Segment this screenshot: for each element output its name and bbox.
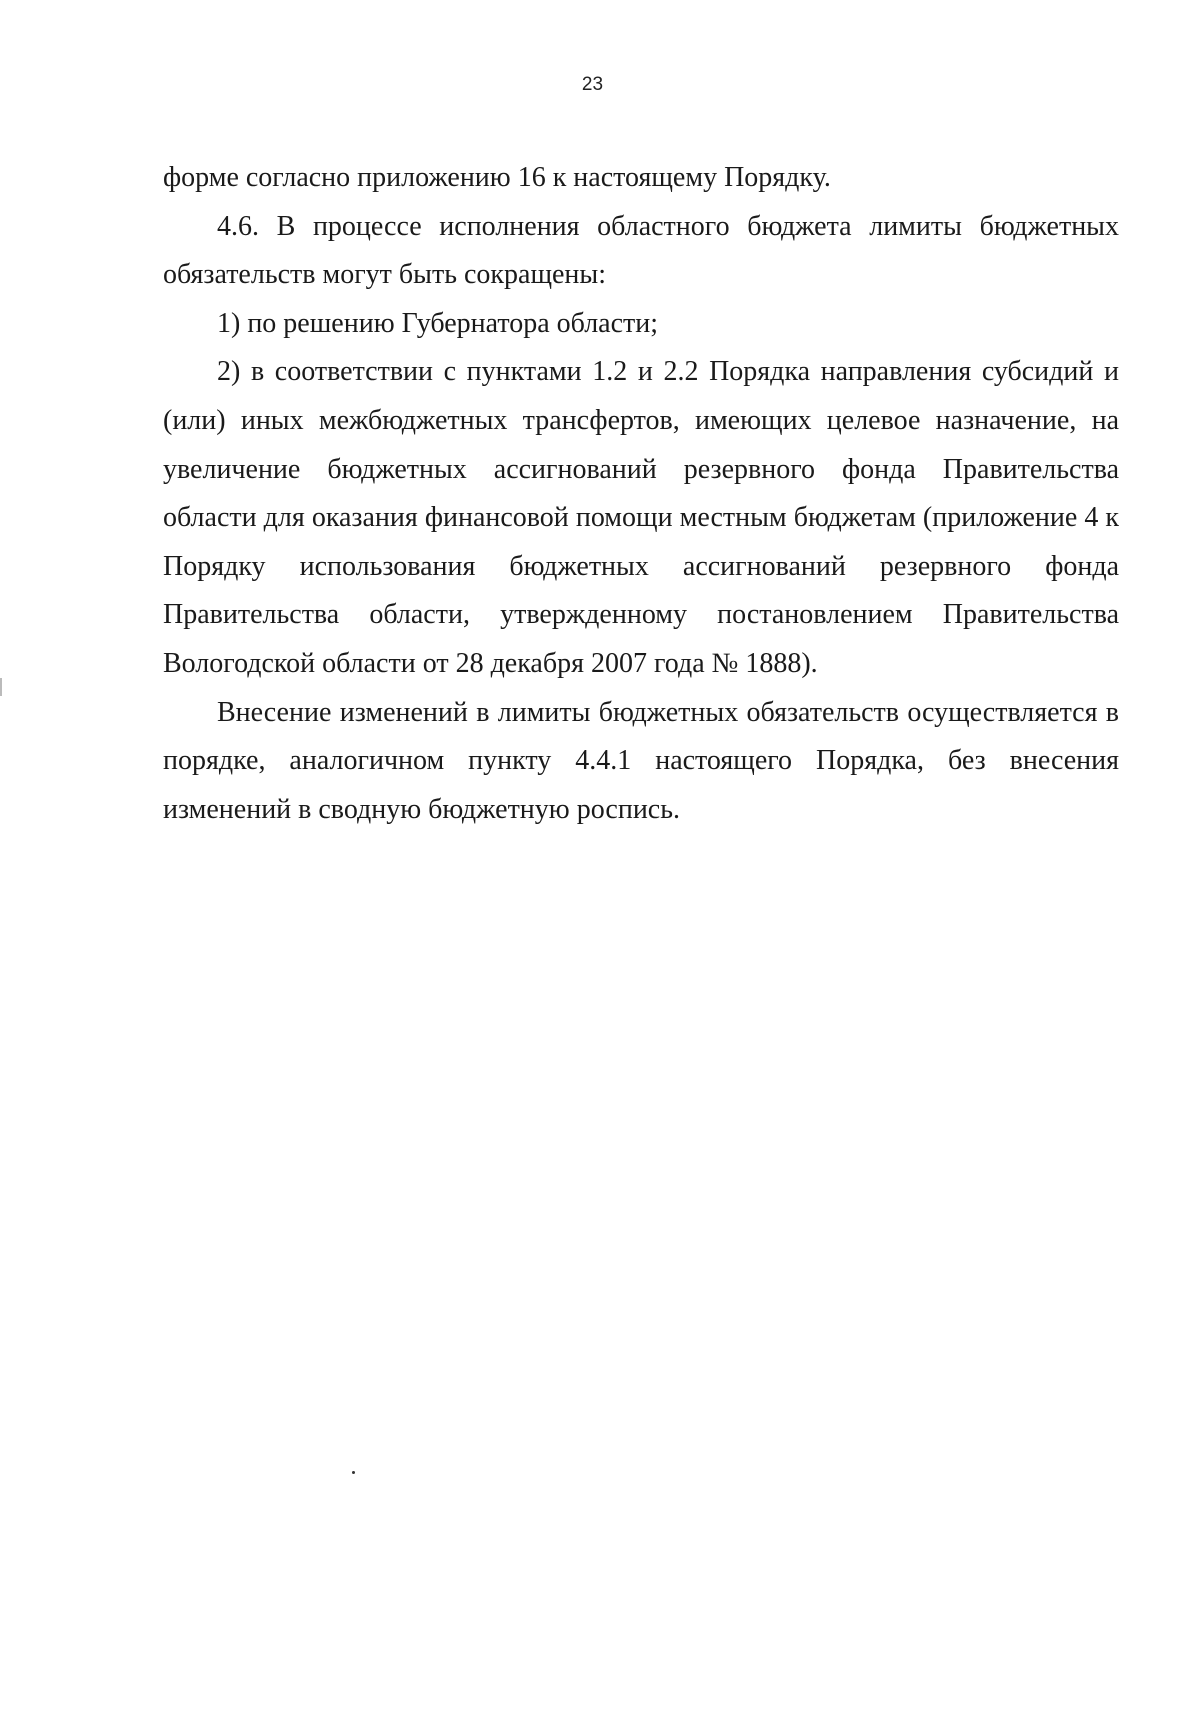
paragraph-item-1: 1) по решению Губернатора области; xyxy=(217,307,659,339)
document-body xyxy=(163,154,1119,834)
paragraph-continuation: форме согласно приложению 16 к настоящему Порядку. xyxy=(163,162,831,193)
scan-speck xyxy=(352,1471,355,1474)
page-number: 23 xyxy=(581,74,604,95)
paragraph-changes: Внесение изменений в лимиты бюджетных обязательств осуществляется в порядке, аналогичном пункту 4.4.1 настоящего Порядка, без внесения изменений в сводную бюджетную роспись. xyxy=(163,696,1119,825)
paragraph-item-2: 2) в соответствии с пунктами 1.2 и 2.2 Порядка направления субсидий и (или) иных межбюджетных трансфертов, имеющих целевое назначение, на увеличение бюджетных ассигнований резервного фонда Правительства области для оказания финансовой помощи местным бюджетам (приложение 4 к Порядку использования бюджетных ассигнований резервного фонда Правительства области, утвержденному постановлением Правительства Вологодской области от 28 декабря 2007 года № 1888). xyxy=(163,356,1119,679)
scan-edge-mark xyxy=(0,678,2,696)
paragraph-4-6: 4.6. В процессе исполнения областного бюджета лимиты бюджетных обязательств могут быть сокращены: xyxy=(163,210,1119,291)
